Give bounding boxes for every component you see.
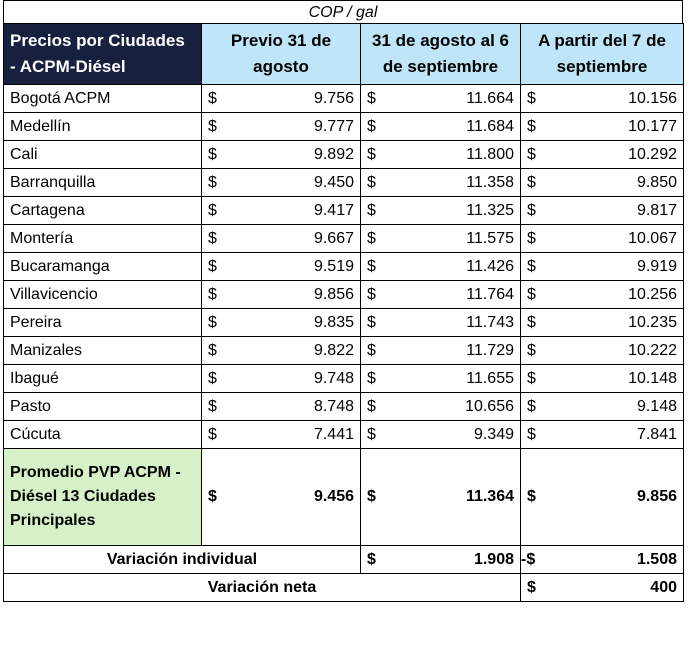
currency-symbol: $ [527, 341, 536, 359]
price-value: 11.325 [466, 201, 514, 219]
price-value: 9.667 [313, 229, 354, 247]
currency-symbol: $ [527, 488, 536, 505]
price-cell [521, 421, 684, 449]
price-cell [361, 225, 521, 253]
currency-symbol: $ [208, 201, 217, 219]
price-value: 9.450 [313, 173, 354, 191]
price-cell [521, 197, 684, 225]
price-value: 11.684 [466, 117, 514, 135]
price-value: 7.841 [636, 425, 677, 443]
variacion-individual-label: Variación individual [4, 546, 361, 574]
price-cell [521, 85, 684, 113]
city-name: Cali [4, 141, 202, 169]
price-cell [521, 393, 684, 421]
price-cell [361, 253, 521, 281]
currency-symbol: $ [367, 257, 376, 275]
price-value: 11.764 [466, 285, 514, 303]
city-name: Pereira [4, 309, 202, 337]
price-cell [361, 421, 521, 449]
price-cell [202, 337, 361, 365]
currency-symbol: $ [208, 117, 217, 135]
price-value: 10.656 [465, 397, 514, 415]
price-cell [361, 393, 521, 421]
currency-symbol: $ [527, 117, 536, 135]
city-name: Manizales [4, 337, 202, 365]
price-value: 10.067 [628, 229, 677, 247]
price-value: 11.364 [465, 488, 514, 505]
price-value: 1.908 [473, 550, 514, 568]
price-value: 11.426 [466, 257, 514, 275]
price-value: 11.729 [466, 341, 514, 359]
price-value: 9.892 [313, 145, 354, 163]
currency-symbol: $ [527, 173, 536, 191]
price-cell [202, 85, 361, 113]
price-value: 9.148 [636, 397, 677, 415]
price-value: 9.850 [636, 173, 677, 191]
currency-symbol: $ [367, 425, 376, 443]
currency-symbol: $ [527, 397, 536, 415]
price-cell [521, 141, 684, 169]
currency-symbol: $ [367, 313, 376, 331]
currency-symbol: $ [208, 285, 217, 303]
city-name: Medellín [4, 113, 202, 141]
price-value: 10.148 [628, 369, 677, 387]
currency-symbol: $ [527, 201, 536, 219]
currency-symbol: $ [208, 257, 217, 275]
table-row [4, 365, 684, 393]
price-cell [202, 113, 361, 141]
currency-symbol: $ [367, 173, 376, 191]
currency-symbol: $ [208, 145, 217, 163]
price-value: 9.519 [313, 257, 354, 275]
price-value: 11.743 [466, 313, 514, 331]
price-cell [202, 309, 361, 337]
currency-symbol: $ [208, 425, 217, 443]
currency-symbol: $ [367, 369, 376, 387]
table-row [4, 393, 684, 421]
price-value: 10.177 [628, 117, 677, 135]
currency-symbol: $ [208, 369, 217, 387]
currency-symbol: $ [527, 285, 536, 303]
price-cell [202, 197, 361, 225]
price-value: 9.817 [636, 201, 677, 219]
currency-symbol: $ [367, 550, 376, 568]
price-value: 11.655 [466, 369, 514, 387]
price-cell [361, 141, 521, 169]
header-city: Precios por Ciudades - ACPM-Diésel [4, 24, 202, 85]
variacion-neta-value [521, 574, 684, 602]
price-cell [361, 113, 521, 141]
price-cell [202, 225, 361, 253]
currency-symbol: -$ [521, 550, 536, 568]
price-cell [361, 309, 521, 337]
city-name: Pasto [4, 393, 202, 421]
city-name: Cúcuta [4, 421, 202, 449]
currency-symbol: $ [527, 425, 536, 443]
price-value: 10.235 [628, 313, 677, 331]
city-name: Bucaramanga [4, 253, 202, 281]
price-table [3, 23, 684, 602]
price-value: 9.748 [313, 369, 354, 387]
price-cell [202, 365, 361, 393]
price-cell [521, 309, 684, 337]
price-cell [521, 169, 684, 197]
price-value: 10.292 [628, 145, 677, 163]
price-cell [361, 169, 521, 197]
price-cell [521, 225, 684, 253]
table-row [4, 421, 684, 449]
table-row [4, 197, 684, 225]
price-value: 11.358 [466, 173, 514, 191]
header-row [4, 24, 684, 85]
table-row [4, 169, 684, 197]
price-cell [521, 281, 684, 309]
currency-symbol: $ [527, 89, 536, 107]
table-body [4, 85, 684, 449]
table-row [4, 225, 684, 253]
variacion-individual-agosto [361, 546, 521, 574]
price-cell [202, 253, 361, 281]
price-value: 9.856 [313, 285, 354, 303]
average-previo [202, 449, 361, 546]
currency-symbol: $ [367, 397, 376, 415]
currency-symbol: $ [367, 229, 376, 247]
currency-symbol: $ [208, 173, 217, 191]
header-previo: Previo 31 de agosto [202, 24, 361, 85]
price-cell [361, 281, 521, 309]
price-value: 9.856 [636, 488, 677, 505]
price-cell [202, 421, 361, 449]
currency-symbol: $ [367, 117, 376, 135]
average-row [4, 449, 684, 546]
price-value: 9.822 [313, 341, 354, 359]
header-a-partir: A partir del 7 de septiembre [521, 24, 684, 85]
variacion-individual-septiembre [521, 546, 684, 574]
table-row [4, 337, 684, 365]
currency-symbol: $ [208, 488, 217, 505]
variacion-neta-label: Variación neta [4, 574, 521, 602]
price-value: 11.664 [466, 89, 514, 107]
price-cell [521, 365, 684, 393]
currency-symbol: $ [527, 257, 536, 275]
currency-symbol: $ [527, 229, 536, 247]
price-cell [361, 85, 521, 113]
price-cell [361, 337, 521, 365]
average-agosto [361, 449, 521, 546]
currency-symbol: $ [367, 145, 376, 163]
price-cell [202, 393, 361, 421]
price-cell [521, 337, 684, 365]
currency-symbol: $ [367, 201, 376, 219]
price-value: 9.835 [313, 313, 354, 331]
price-value: 8.748 [313, 397, 354, 415]
price-cell [521, 113, 684, 141]
average-septiembre [521, 449, 684, 546]
price-cell [202, 141, 361, 169]
price-value: 9.349 [473, 425, 514, 443]
currency-symbol: $ [527, 578, 536, 596]
price-value: 11.575 [466, 229, 514, 247]
city-name: Ibagué [4, 365, 202, 393]
table-row [4, 141, 684, 169]
price-value: 9.456 [313, 488, 354, 505]
price-cell [361, 197, 521, 225]
city-name: Villavicencio [4, 281, 202, 309]
table-row [4, 113, 684, 141]
currency-symbol: $ [527, 369, 536, 387]
variacion-neta-row [4, 574, 684, 602]
currency-symbol: $ [208, 229, 217, 247]
price-cell [202, 169, 361, 197]
currency-symbol: $ [527, 145, 536, 163]
currency-symbol: $ [208, 89, 217, 107]
price-value: 9.417 [313, 201, 354, 219]
price-value: 10.222 [628, 341, 677, 359]
price-value: 9.919 [636, 257, 677, 275]
price-value: 7.441 [313, 425, 354, 443]
price-value: 10.156 [628, 89, 677, 107]
price-cell [361, 365, 521, 393]
currency-symbol: $ [367, 285, 376, 303]
city-name: Montería [4, 225, 202, 253]
price-value: 10.256 [628, 285, 677, 303]
price-value: 9.756 [313, 89, 354, 107]
currency-symbol: $ [208, 397, 217, 415]
price-cell [521, 253, 684, 281]
price-cell [202, 281, 361, 309]
currency-symbol: $ [367, 341, 376, 359]
currency-symbol: $ [367, 488, 376, 505]
price-value: 400 [650, 578, 677, 596]
table-row [4, 309, 684, 337]
city-name: Cartagena [4, 197, 202, 225]
city-name: Bogotá ACPM [4, 85, 202, 113]
price-value: 9.777 [313, 117, 354, 135]
table-row [4, 281, 684, 309]
currency-symbol: $ [527, 313, 536, 331]
price-value: 1.508 [636, 550, 677, 568]
currency-symbol: $ [367, 89, 376, 107]
header-agosto-septiembre: 31 de agosto al 6 de septiembre [361, 24, 521, 85]
table-row [4, 253, 684, 281]
table-row [4, 85, 684, 113]
currency-symbol: $ [208, 313, 217, 331]
variacion-individual-row [4, 546, 684, 574]
average-label: Promedio PVP ACPM -Diésel 13 Ciudades Principales [4, 449, 202, 546]
city-name: Barranquilla [4, 169, 202, 197]
price-value: 11.800 [466, 145, 514, 163]
currency-symbol: $ [208, 341, 217, 359]
table-caption: COP / gal [3, 0, 683, 23]
